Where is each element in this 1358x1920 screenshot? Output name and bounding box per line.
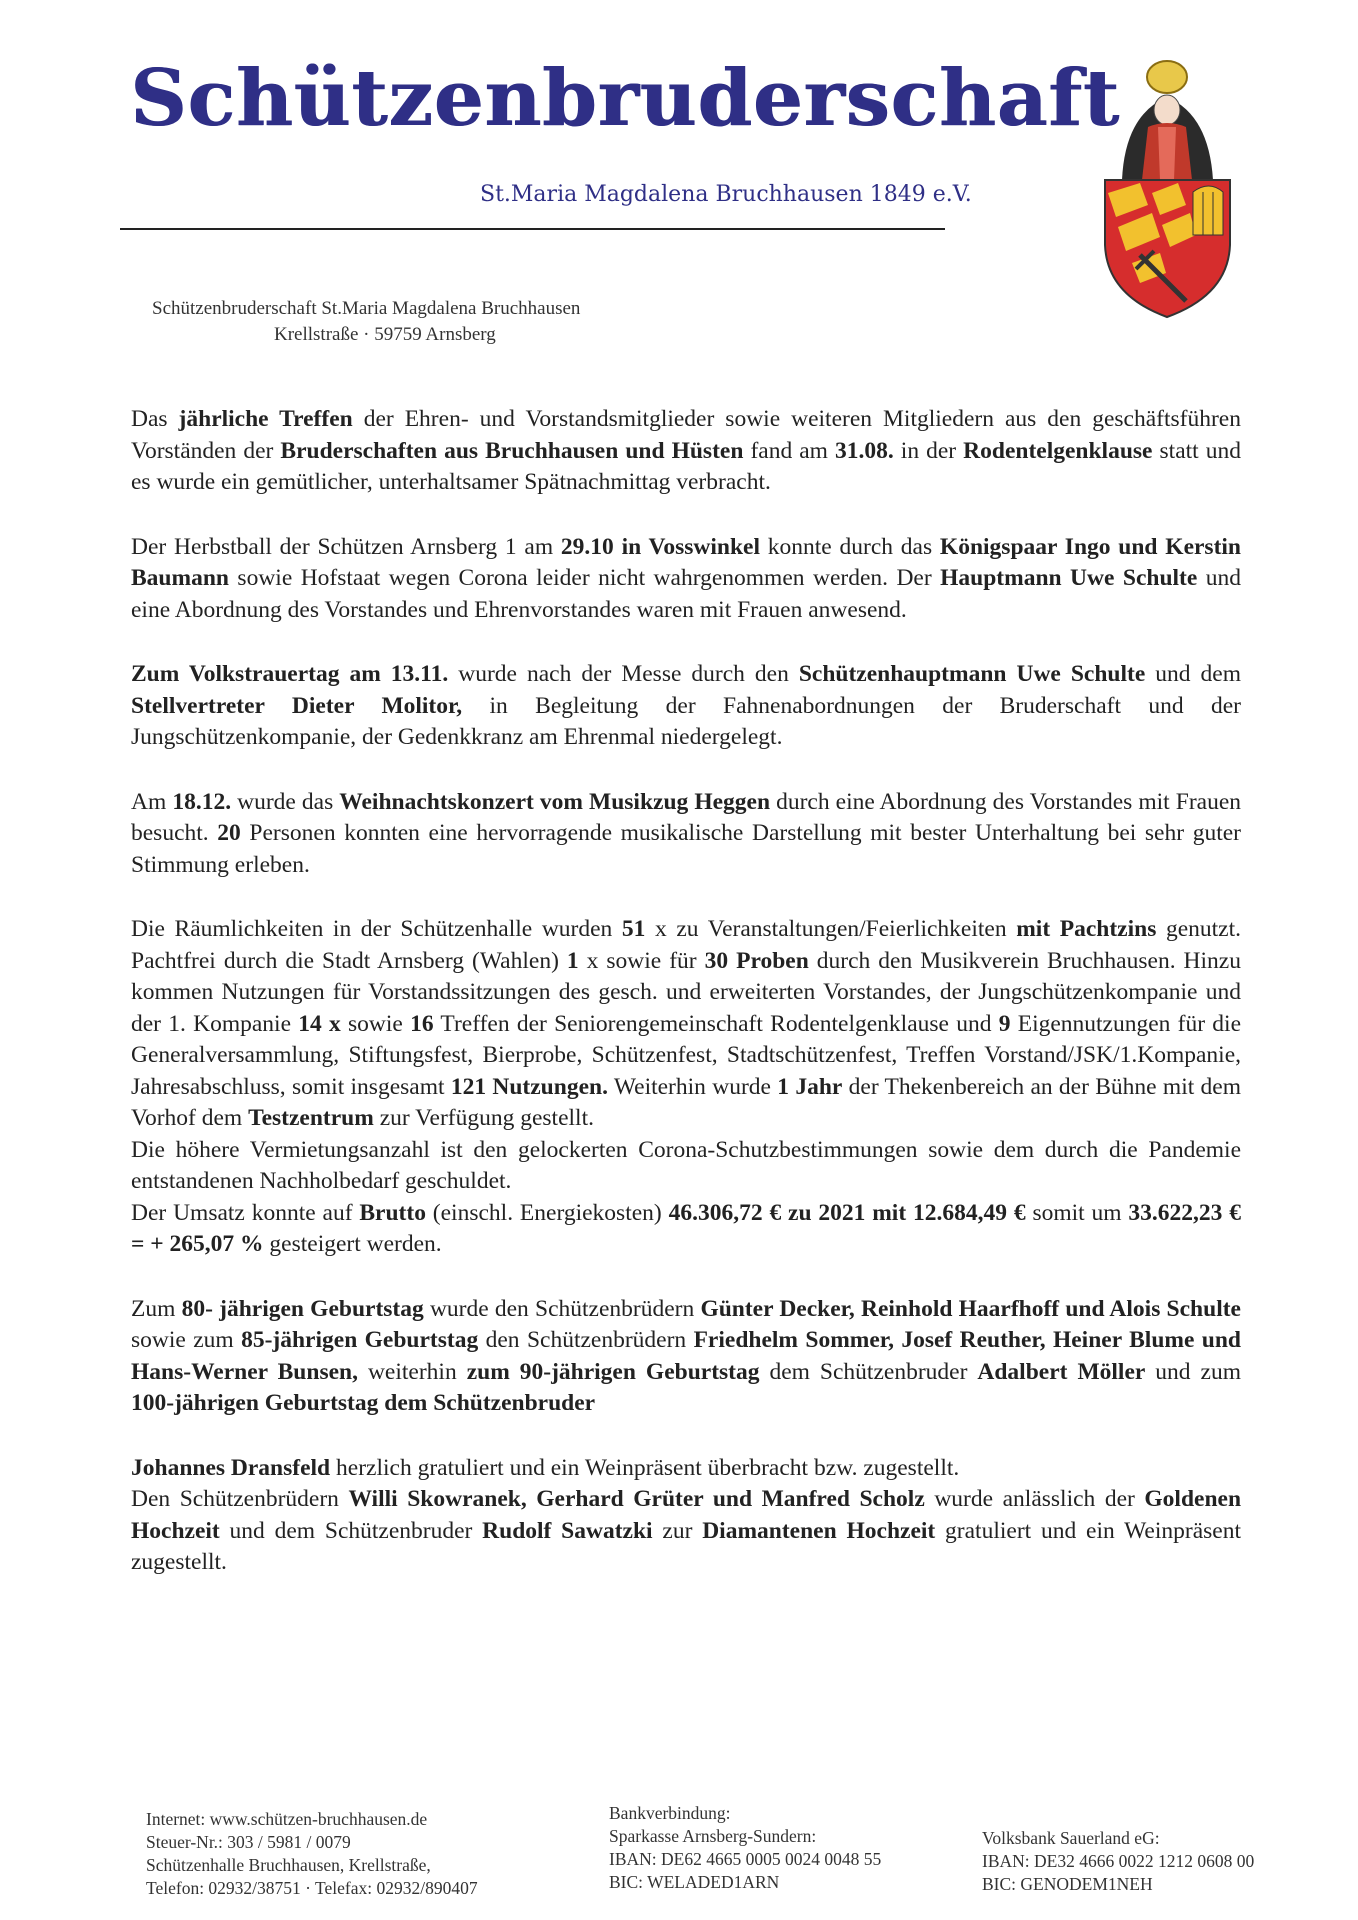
- bold-text-run: 14 x: [298, 1010, 341, 1037]
- text-run: sowie: [340, 1010, 411, 1037]
- bold-text-run: Hauptmann Uwe Schulte: [940, 565, 1198, 591]
- text-run: sowie Hofstaat wegen Corona leider nicht wahrgenommen werden. Der: [228, 565, 941, 591]
- bold-text-run: 121 Nutzungen.: [450, 1073, 608, 1100]
- footer-bank1-bic: BIC: WELADED1ARN: [609, 1872, 780, 1892]
- bold-text-run: 51: [621, 916, 646, 942]
- text-run: herzlich gratuliert und ein Weinpräsent überbracht bzw. zugestellt.: [330, 1454, 960, 1481]
- paragraph-annual-meeting: [131, 404, 1241, 499]
- text-run: den Schützenbrüdern: [478, 1327, 694, 1353]
- bold-text-run: Goldenen Hochzeit: [131, 1486, 1242, 1544]
- text-run: durch eine Abordnung des Vorstandes mit Frauen besucht.: [131, 788, 1242, 846]
- text-run: und dem Schützenbruder: [219, 1517, 483, 1544]
- bold-text-run: Königspaar Ingo und Kerstin Baumann: [131, 533, 1241, 591]
- paragraph-hall-usage: [131, 914, 1241, 1135]
- bold-text-run: Testzentrum: [248, 1105, 374, 1131]
- bold-text-run: Willi Skowranek, Gerhard Grüter und Manfred Scholz: [348, 1486, 925, 1512]
- text-run: Den Schützenbrüdern: [131, 1486, 349, 1512]
- footer-phone-fax: Telefon: 02932/38751 · Telefax: 02932/890407: [146, 1878, 478, 1898]
- text-run: konnte durch das: [760, 533, 940, 560]
- bold-text-run: 100-jährigen Geburtstag dem Schützenbruder: [131, 1390, 596, 1416]
- bold-text-run: Schützenhauptmann Uwe Schulte: [798, 661, 1146, 687]
- bold-text-run: Adalbert Möller: [977, 1358, 1146, 1385]
- bold-text-run: 1 Jahr: [777, 1073, 843, 1100]
- bold-text-run: Stellvertreter Dieter Molitor,: [131, 692, 463, 719]
- bold-text-run: mit Pachtzins: [1016, 916, 1157, 942]
- bold-text-run: 85-jährigen Geburtstag: [241, 1327, 479, 1353]
- bold-text-run: Weihnachtskonzert vom Musikzug Heggen: [339, 788, 771, 815]
- footer-internet: Internet: www.schützen-bruchhausen.de: [146, 1809, 428, 1829]
- text-run: Die Räumlichkeiten in der Schützenhalle wurden: [131, 916, 622, 942]
- bold-text-run: jährliche Treffen: [178, 406, 353, 432]
- text-run: durch den Musikverein Bruchhausen. Hinzu kommen Nutzungen für Vorstandssitzungen des gesch. und erweiterten Vorstandes, der Jungschützenkompanie und der 1. Kompanie: [131, 947, 1241, 1037]
- text-run: und dem: [1145, 661, 1241, 687]
- text-run: in der: [893, 437, 964, 464]
- letterhead-title: Schützenbruderschaft: [130, 53, 1120, 144]
- text-run: Der Herbstball der Schützen Arnsberg 1 am: [131, 533, 561, 560]
- footer-bank1-name: Sparkasse Arnsberg-Sundern:: [609, 1826, 817, 1846]
- letterhead-subtitle: St.Maria Magdalena Bruchhausen 1849 e.V.: [480, 182, 972, 207]
- text-run: wurde den Schützenbrüdern: [423, 1295, 701, 1322]
- text-run: Die höhere Vermietungsanzahl ist den gelockerten Corona-Schutzbestimmungen sowie dem durch die Pandemie entstandenen Nachholbedarf geschuldet.: [131, 1136, 1241, 1194]
- text-run: sowie zum: [131, 1327, 242, 1353]
- bold-text-run: 18.12.: [172, 788, 232, 815]
- footer-bank1-iban: IBAN: DE62 4665 0005 0024 0048 55: [609, 1849, 882, 1869]
- bold-text-run: Rodentelgenklause: [963, 437, 1153, 464]
- footer-bank-heading: Bankverbindung:: [609, 1803, 731, 1823]
- text-run: x zu Veranstaltungen/Feierlichkeiten: [645, 916, 1017, 942]
- text-run: Das: [131, 406, 179, 432]
- bold-text-run: Johannes Dransfeld: [131, 1454, 331, 1481]
- paragraph-revenue: [131, 1198, 1241, 1261]
- text-run: (einschl. Energiekosten): [425, 1199, 669, 1226]
- bold-text-run: 16: [410, 1010, 434, 1037]
- bold-text-run: 30 Proben: [704, 947, 809, 974]
- sender-address: [152, 296, 752, 348]
- bold-text-run: Rudolf Sawatzki: [482, 1517, 653, 1544]
- text-run: der Ehren- und Vorstandsmitglieder sowie weiteren Mitgliedern aus den geschäftsführen Vorständen der: [131, 406, 1241, 464]
- bold-text-run: 1: [566, 947, 579, 974]
- text-run: wurde anlässlich der: [924, 1486, 1145, 1512]
- paragraph-anniversaries: [131, 1484, 1241, 1579]
- footer-bank-1: [609, 1802, 969, 1894]
- text-run: der Thekenbereich an der Bühne mit dem Vorhof dem: [131, 1073, 1242, 1131]
- text-run: somit um: [1025, 1199, 1129, 1226]
- bold-text-run: Brutto: [359, 1199, 426, 1226]
- footer-bank2-bic: BIC: GENODEM1NEH: [982, 1874, 1153, 1894]
- bold-text-run: Diamantenen Hochzeit: [702, 1517, 936, 1544]
- paragraph-birthdays: [131, 1294, 1241, 1420]
- footer-hall-address: Schützenhalle Bruchhausen, Krellstraße,: [146, 1855, 431, 1875]
- text-run: Der Umsatz konnte auf: [131, 1199, 360, 1226]
- letter-body: [131, 404, 1241, 1612]
- bold-text-run: 46.306,72 € zu 2021 mit 12.684,49 €: [668, 1199, 1026, 1226]
- paragraph-christmas-concert: [131, 787, 1241, 882]
- paragraph-memorial-day: [131, 659, 1241, 754]
- coat-of-arms-icon: [1100, 55, 1235, 320]
- text-run: gesteigert werden.: [263, 1231, 442, 1257]
- bold-text-run: 29.10 in Vosswinkel: [560, 533, 760, 560]
- text-run: wurde nach der Messe durch den: [448, 661, 799, 687]
- footer-bank-2: [982, 1827, 1322, 1896]
- bold-text-run: 80- jährigen Geburtstag: [181, 1295, 424, 1322]
- text-run: Weiterhin wurde: [607, 1073, 778, 1100]
- bold-text-run: zum 90-jährigen Geburtstag: [466, 1358, 760, 1385]
- text-run: und zum: [1145, 1358, 1241, 1385]
- text-run: dem Schützenbruder: [759, 1358, 978, 1385]
- bold-text-run: Günter Decker, Reinhold Haarfhoff und Alois Schulte: [700, 1295, 1241, 1322]
- text-run: wurde das: [231, 788, 340, 815]
- text-run: zur: [652, 1517, 703, 1544]
- paragraph-rental-reason: [131, 1135, 1241, 1198]
- text-run: gratuliert und ein Weinpräsent zugestellt.: [131, 1517, 1241, 1575]
- text-run: und eine Abordnung des Vorstandes und Ehrenvorstandes waren mit Frauen anwesend.: [131, 565, 1241, 623]
- footer-bank2-name: Volksbank Sauerland eG:: [982, 1828, 1160, 1848]
- bold-text-run: 9: [998, 1010, 1011, 1037]
- bold-text-run: 20: [217, 820, 241, 846]
- text-run: genutzt. Pachtfrei durch die Stadt Arnsberg (Wahlen): [131, 916, 1242, 974]
- text-run: zur Verfügung gestellt.: [373, 1105, 594, 1131]
- bold-text-run: Bruderschaften aus Bruchhausen und Hüsten: [280, 437, 744, 464]
- text-run: in Begleitung der Fahnenabordnungen der Bruderschaft und der Jungschützenkompanie, der Gedenkkranz am Ehrenmal niedergelegt.: [131, 692, 1241, 750]
- bold-text-run: Zum Volkstrauertag am 13.11.: [131, 661, 449, 687]
- text-run: weiterhin: [357, 1358, 467, 1385]
- text-run: Eigennutzungen für die Generalversammlung, Stiftungsfest, Bierprobe, Schützenfest, Stadtschützenfest, Treffen Vorstand/JSK/1.Kompanie, Jahresabschluss, somit insgesamt: [131, 1010, 1242, 1100]
- footer-contact: [146, 1808, 566, 1900]
- text-run: Am: [131, 788, 173, 815]
- text-run: x sowie für: [578, 947, 705, 974]
- bold-text-run: 33.622,23 € = + 265,07 %: [131, 1199, 1242, 1257]
- paragraph-congratulations: [131, 1453, 1241, 1485]
- paragraph-autumn-ball: [131, 532, 1241, 627]
- bold-text-run: Friedhelm Sommer, Josef Reuther, Heiner Blume und Hans-Werner Bunsen,: [131, 1327, 1241, 1385]
- footer-tax-number: Steuer-Nr.: 303 / 5981 / 0079: [146, 1832, 351, 1852]
- text-run: statt und es wurde ein gemütlicher, unterhaltsamer Spätnachmittag verbracht.: [131, 437, 1241, 495]
- header-divider: [120, 228, 945, 230]
- text-run: fand am: [743, 437, 835, 464]
- text-run: Treffen der Seniorengemeinschaft Rodentelgenklause und: [433, 1010, 999, 1037]
- text-run: Personen konnten eine hervorragende musikalische Darstellung mit bester Unterhaltung bei sehr guter Stimmung erleben.: [131, 820, 1241, 878]
- bold-text-run: 31.08.: [835, 437, 894, 464]
- sender-line-2: Krellstraße · 59759 Arnsberg: [274, 324, 496, 345]
- text-run: Zum: [131, 1295, 182, 1322]
- footer-bank2-iban: IBAN: DE32 4666 0022 1212 0608 00: [982, 1851, 1255, 1871]
- sender-line-1: Schützenbruderschaft St.Maria Magdalena Bruchhausen: [152, 298, 581, 319]
